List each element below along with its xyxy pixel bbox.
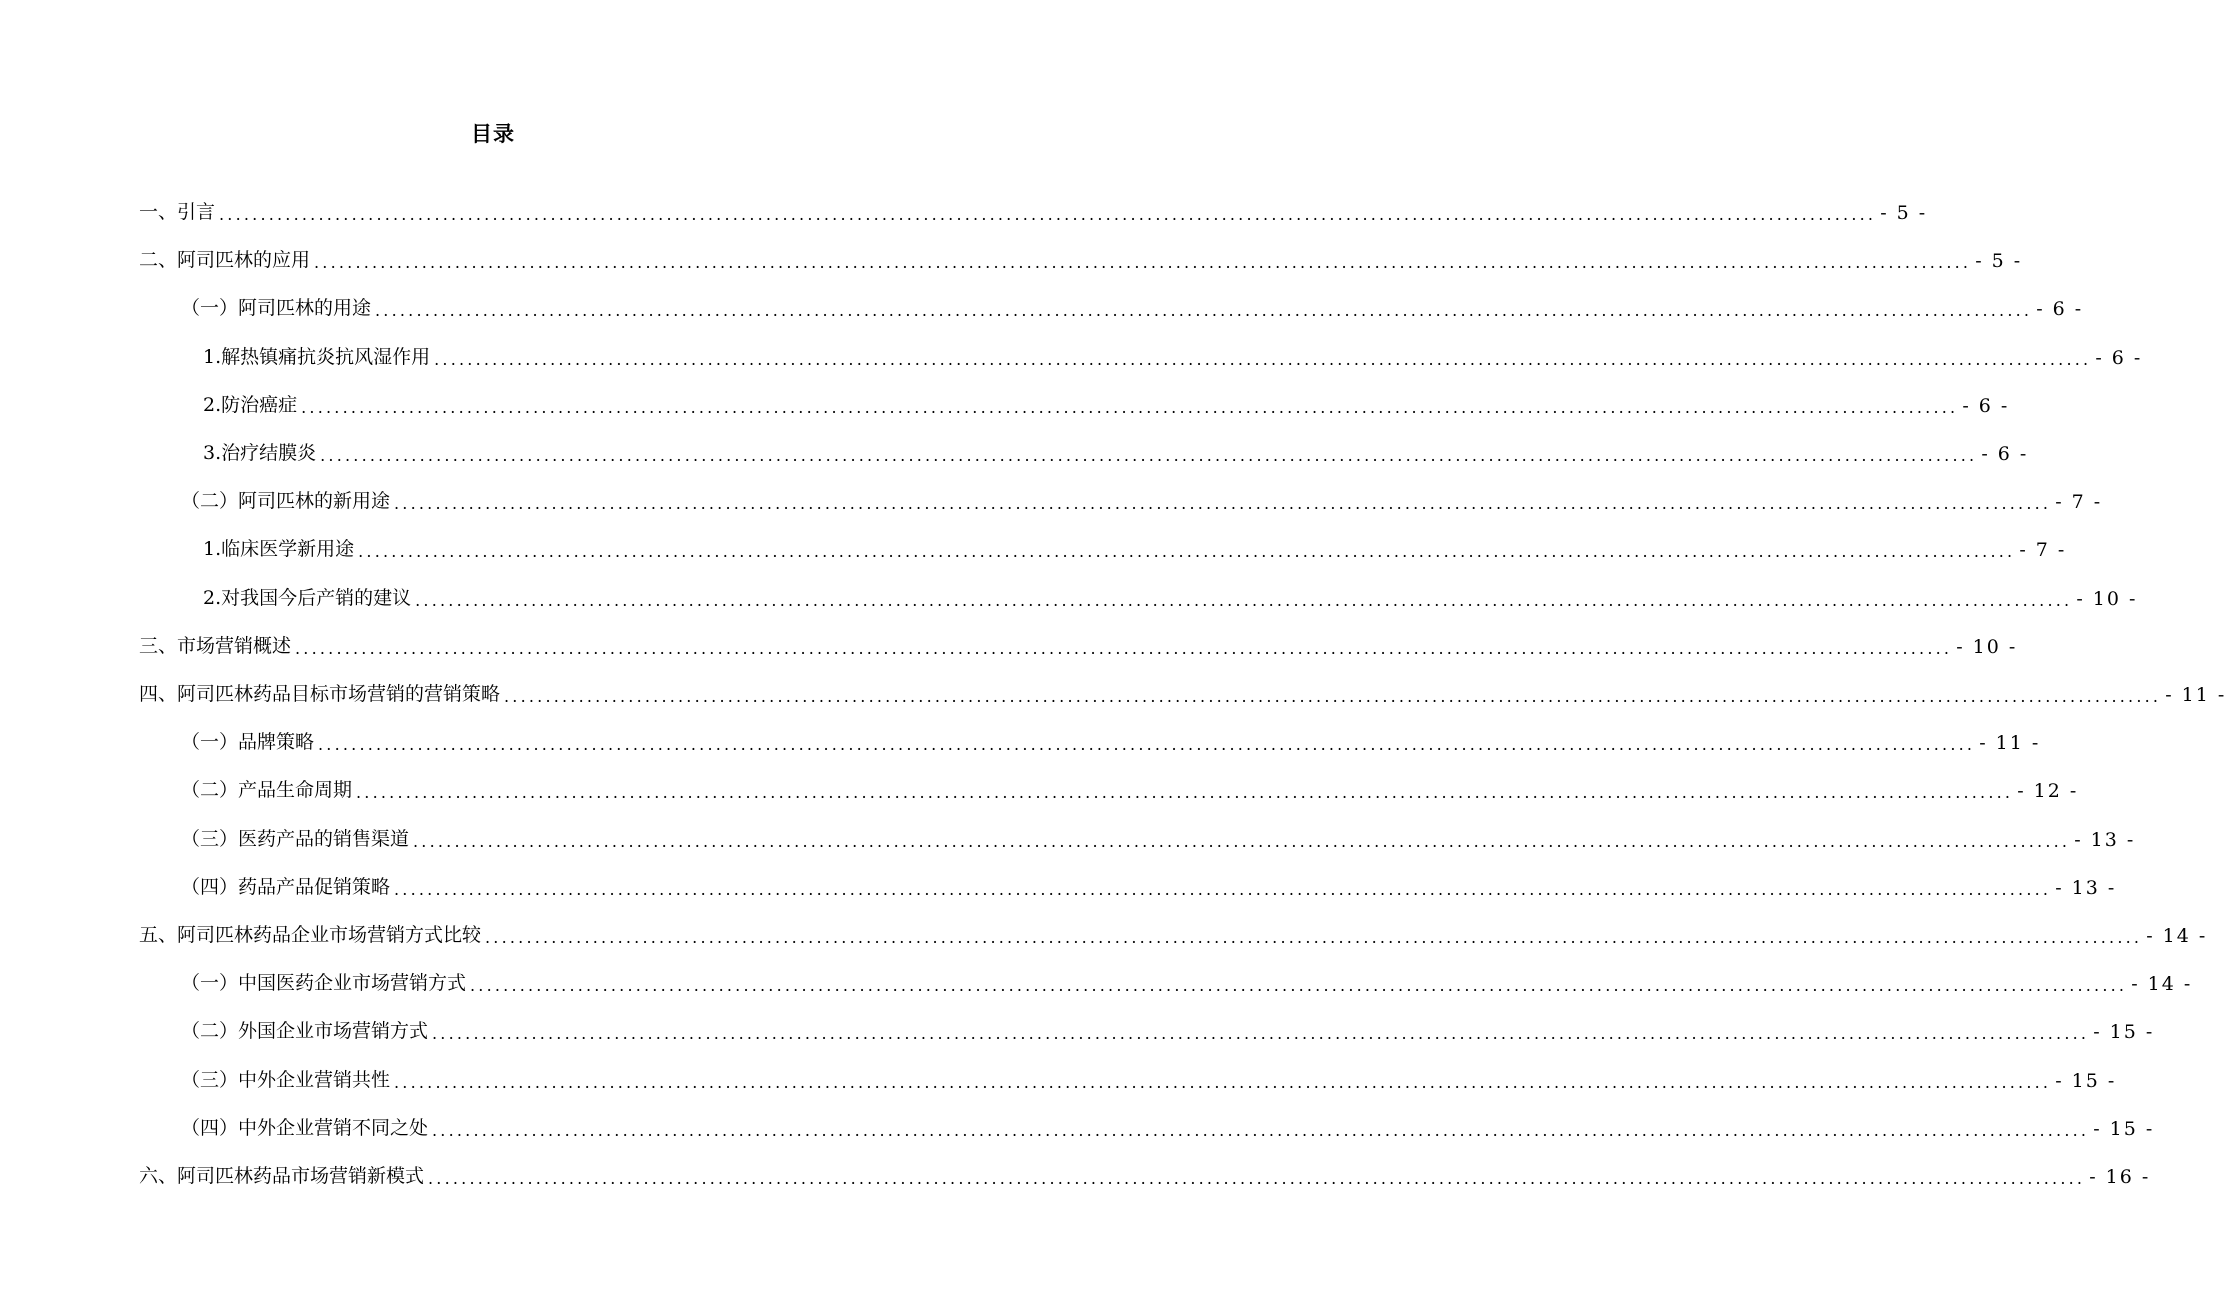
toc-entry[interactable] — [181, 821, 2136, 851]
toc-entry-label: （三）医药产品的销售渠道 — [181, 827, 410, 850]
toc-entry-page-number: - 10 - — [2076, 587, 2138, 610]
toc-entry-label: （二）阿司匹林的新用途 — [181, 490, 391, 513]
toc-leader-dots: ........................................................................................................................................................................................................ — [219, 205, 1877, 224]
toc-leader-dots: ........................................................................................................................................................................................................ — [434, 349, 2092, 369]
toc-entry[interactable] — [139, 917, 2208, 947]
toc-entry-page-number: - 14 - — [2131, 973, 2193, 996]
toc-leader-dots: ........................................................................................................................................................................................................ — [356, 783, 2014, 803]
toc-entry-label: 一、引言 — [139, 201, 216, 223]
toc-entry[interactable] — [181, 869, 2117, 899]
toc-entry[interactable] — [203, 435, 2029, 465]
toc-entry-label: （一）品牌策略 — [181, 731, 315, 754]
toc-entry-label: （三）中外企业营销共性 — [181, 1068, 391, 1091]
toc-leader-dots: ........................................................................................................................................................................................................ — [358, 542, 2016, 562]
toc-entry-page-number: - 16 - — [2089, 1166, 2151, 1188]
toc-leader-dots: ........................................................................................................................................................................................................ — [432, 1120, 2090, 1140]
toc-entry-page-number: - 7 - — [2055, 491, 2103, 514]
toc-entry[interactable] — [203, 339, 2143, 369]
toc-entry-page-number: - 11 - — [1979, 732, 2041, 755]
toc-entry-label: （一）中国医药企业市场营销方式 — [181, 972, 467, 995]
toc-leader-dots: ........................................................................................................................................................................................................ — [394, 1072, 2052, 1092]
page-title: 目录 — [471, 122, 515, 146]
toc-entry-page-number: - 6 - — [2095, 346, 2143, 369]
toc-leader-dots: ........................................................................................................................................................................................................ — [314, 253, 1972, 273]
toc-entry-label: 2.防治癌症 — [203, 393, 298, 416]
toc-entry-label: 六、阿司匹林药品市场营销新模式 — [139, 1165, 425, 1187]
toc-entry[interactable] — [181, 1062, 2117, 1092]
toc-leader-dots: ........................................................................................................................................................................................................ — [301, 397, 1959, 417]
toc-entry-page-number: - 6 - — [1981, 443, 2029, 465]
toc-leader-dots: ........................................................................................................................................................................................................ — [318, 735, 1976, 755]
toc-entry-page-number: - 10 - — [1956, 635, 2018, 658]
toc-entry[interactable] — [139, 242, 2023, 273]
toc-entry-page-number: - 5 - — [1880, 202, 1928, 224]
toc-entry-label: 三、市场营销概述 — [139, 634, 292, 657]
toc-entry-label: （四）中外企业营销不同之处 — [181, 1116, 429, 1139]
toc-leader-dots: ........................................................................................................................................................................................................ — [320, 446, 1978, 465]
toc-entry-label: 3.治疗结膜炎 — [203, 442, 317, 464]
toc-entry-label: 四、阿司匹林药品目标市场营销的营销策略 — [139, 683, 501, 705]
toc-entry[interactable] — [203, 580, 2138, 610]
toc-entry-label: （四）药品产品促销策略 — [181, 875, 391, 898]
toc-entry-page-number: - 6 - — [1962, 394, 2010, 417]
toc-entry-label: （一）阿司匹林的用途 — [181, 297, 372, 320]
toc-entry-label: 1.临床医学新用途 — [203, 538, 355, 561]
toc-entry-page-number: - 13 - — [2055, 876, 2117, 899]
toc-entry-page-number: - 5 - — [1975, 250, 2023, 273]
toc-entry-page-number: - 14 - — [2146, 925, 2208, 947]
toc-entry-label: （二）外国企业市场营销方式 — [181, 1020, 429, 1043]
toc-entry[interactable] — [203, 531, 2067, 562]
toc-leader-dots: ........................................................................................................................................................................................................ — [504, 687, 2162, 706]
toc-leader-dots: ........................................................................................................................................................................................................ — [413, 831, 2071, 851]
toc-entry-page-number: - 11 - — [2165, 684, 2226, 706]
toc-leader-dots: ........................................................................................................................................................................................................ — [295, 638, 1953, 658]
toc-entry-page-number: - 15 - — [2093, 1021, 2155, 1044]
toc-entry[interactable] — [139, 194, 1928, 224]
toc-leader-dots: ........................................................................................................................................................................................................ — [394, 879, 2052, 899]
toc-leader-dots: ........................................................................................................................................................................................................ — [394, 494, 2052, 514]
toc-entry[interactable] — [181, 483, 2103, 514]
toc-entry-page-number: - 15 - — [2093, 1117, 2155, 1140]
toc-entry[interactable] — [181, 724, 2041, 755]
toc-entry[interactable] — [139, 1158, 2151, 1188]
toc-entry[interactable] — [181, 1013, 2155, 1044]
toc-entry[interactable] — [181, 965, 2193, 996]
toc-entry-page-number: - 7 - — [2019, 539, 2067, 562]
toc-entry-page-number: - 6 - — [2036, 298, 2084, 321]
toc-entry-label: 1.解热镇痛抗炎抗风湿作用 — [203, 345, 431, 368]
toc-leader-dots: ........................................................................................................................................................................................................ — [485, 928, 2143, 947]
toc-leader-dots: ........................................................................................................................................................................................................ — [470, 976, 2128, 996]
toc-leader-dots: ........................................................................................................................................................................................................ — [415, 590, 2073, 610]
toc-leader-dots: ........................................................................................................................................................................................................ — [428, 1169, 2086, 1188]
toc-entry[interactable] — [181, 290, 2084, 321]
toc-entry[interactable] — [181, 772, 2079, 803]
toc-entry[interactable] — [139, 628, 2018, 658]
toc-entry-label: （二）产品生命周期 — [181, 779, 353, 802]
toc-entry-page-number: - 13 - — [2074, 828, 2136, 851]
toc-entry-page-number: - 12 - — [2017, 780, 2079, 803]
toc-entry-page-number: - 15 - — [2055, 1069, 2117, 1092]
toc-leader-dots: ........................................................................................................................................................................................................ — [432, 1024, 2090, 1044]
toc-entry-label: 二、阿司匹林的应用 — [139, 249, 311, 272]
toc-entry[interactable] — [139, 676, 2226, 706]
toc-leader-dots: ........................................................................................................................................................................................................ — [375, 301, 2033, 321]
toc-entry[interactable] — [203, 387, 2010, 417]
toc-entry[interactable] — [181, 1110, 2155, 1140]
toc-entry-label: 五、阿司匹林药品企业市场营销方式比较 — [139, 924, 482, 946]
toc-entry-label: 2.对我国今后产销的建议 — [203, 586, 412, 609]
